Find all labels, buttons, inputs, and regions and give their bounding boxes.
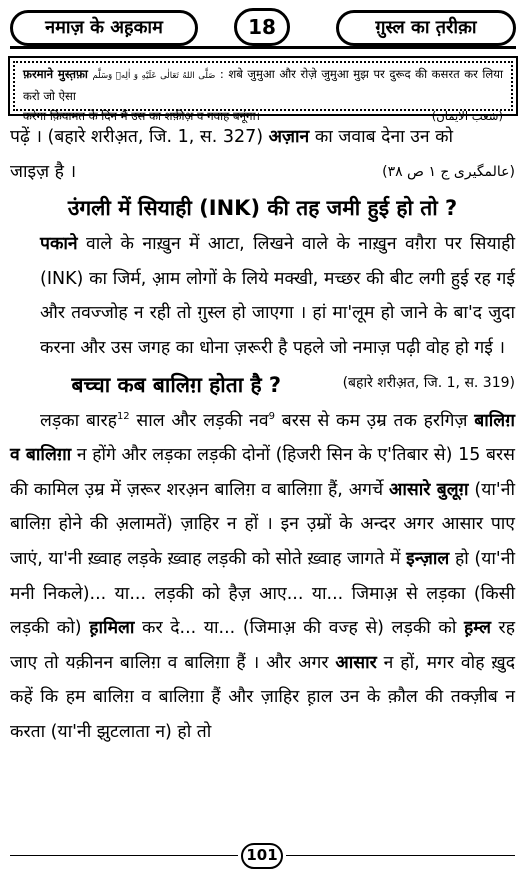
p3-h: रह जाए तो यक़ीनन बालिग़ व बालिग़ा हैं । और अगर [10,618,515,673]
p3-bold-2: आसारे बुलूग़ [388,479,469,500]
farman-source: (شعب الایمان) [431,109,503,123]
azan-bold: अज़ान [268,127,310,147]
farman-line1: : शबे जुमुआ और रोज़े जुमुआ मुझ पर दुरूद की कसरत कर लिया करो जो ऐसा [23,67,504,103]
bahar-citation-2: (बहारे शरीअ़त, जि. 1, स. 319) [342,374,515,391]
salutation-arabic: صَلَّى اللهُ تَعَالٰى عَلَيْهِ وَ اٰلِهٖ وَسَلَّم [92,71,216,81]
line1-end: का जवाब देना उन को [309,127,454,147]
heading-baligh: बच्चा कब बालिग़ होता है ? [71,372,282,397]
farman-text [13,61,513,123]
p3-bold-1: बालिग़ व बालिग़ा [10,410,515,466]
p3-bold-5: ह़म्ल [464,618,491,639]
farman-line2: करेगा क़ियामत के दिन मैं उस का शफ़ीअ़ व गवाह बनूंगा। [23,109,260,123]
p3-bold-3: इन्ज़ाल [406,548,450,569]
page-body [10,120,515,750]
footer-page-number: 101 [241,843,283,869]
p3-d: न होंगे और लड़का लड़की दोनों (हिजरी सिन के ए'तिबार से) 15 बरस की कामिल उ़म्र में ज़रूर शरअ़न बालिग़ व बालिग़ा हैं, अगर्चे [10,445,515,500]
paragraph-2-text: वाले के नाख़ुन में आटा, लिखने वाले के नाख़ुन वग़ैरा पर सियाही (INK) का जिर्म, आ़म लोगों के लिये मक्खी, मच्छर की बीट लगी हुई रह गई और तवज्जोह न रही तो ग़ुस्ल हो जाएगा । हां मा'लूम हो जाने के बा'द जुदा करना और उस जगह का धोना ज़रूरी है पहले जो नमाज़ पढ़ी वोह हो गई । [40,234,515,358]
chapter-title: ग़ुस्ल का त़रीक़ा [336,10,516,46]
p3-c: बरस से कम उ़म्र तक हरगिज़ [274,410,475,431]
book-title: नमाज़ के अह़काम [10,10,198,46]
p3-g: कर दे... या... (जिमाअ़ की वज्ह से) लड़की को [134,618,464,639]
paragraph-1 [10,120,515,189]
paragraph-3 [10,404,515,750]
p3-bold-6: आसार [335,652,377,673]
pakane-bold: पकाने [40,234,78,255]
footer-line-left [10,855,238,856]
p3-b: साल और लड़की नव [129,410,269,431]
sup-9: 9 [268,410,275,422]
line1-start: पढ़ें । (बहारे शरीअ़त, जि. 1, स. 327) [10,127,269,147]
line2: जाइज़ है । [10,161,77,182]
p3-f: हो (या'नी मनी निकले)... या... लड़की को हैज़ आए... या... जिमाअ़ से लड़का (किसी लड़की को) [10,548,515,639]
p3-bold-4: ह़ामिला [89,618,135,639]
header-divider [10,46,516,49]
p3-a: लड़का बारह [40,410,117,431]
farman-box [8,56,518,123]
sup-12: 12 [116,410,130,422]
p3-i: न हों, मगर वोह ख़ुद कहें कि हम बालिग़ व बालिग़ा हैं और ज़ाहिर ह़ाल उन के क़ौल की तक्ज़ीब न करता (या'नी झुटलाता न) हो तो [10,652,515,742]
p3-e: (या'नी बालिग़ होने की अ़लामतें) ज़ाहिर न हों । इन उ़म्रों के अन्दर अगर आसार पाए जाएं, या'नी ख़्वाह लड़के ख़्वाह लड़की को सोते ख़्वाह जागते में [10,479,515,569]
heading-ink: उंगली में सियाही (INK) की तह जमी हुई हो तो ? [67,196,458,221]
page-header [0,6,525,50]
farman-label: फ़रमाने मुस्त़फ़ा [23,67,88,81]
section-page-number: 18 [234,8,290,46]
footer-line-right [286,855,515,856]
alamgiri-citation: (عالمگیری ج ۱ ص ۳۸) [382,163,515,180]
